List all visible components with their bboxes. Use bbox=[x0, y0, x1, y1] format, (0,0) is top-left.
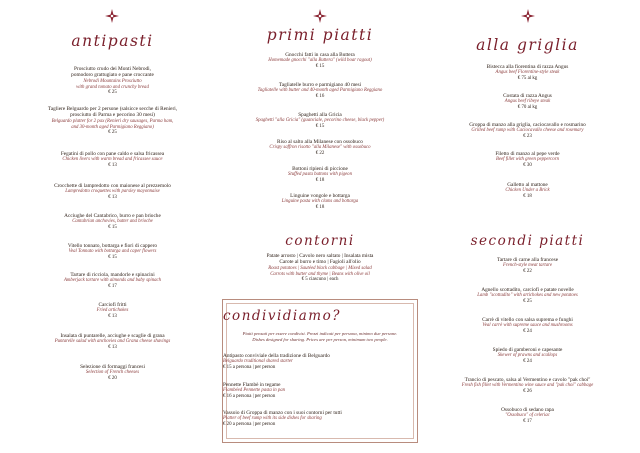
menu-item bbox=[223, 382, 417, 400]
dish-price: € 15 bbox=[108, 225, 117, 231]
dish-name-en: Veal carrè with supreme sauce and mushrooms bbox=[482, 323, 573, 329]
menu-item bbox=[217, 112, 423, 130]
dish-name-it: Ossobuco di sedano rapa bbox=[501, 407, 554, 413]
dish-price: € 13 bbox=[108, 163, 117, 169]
menu-item bbox=[223, 353, 417, 371]
dish-price: € 20 bbox=[108, 376, 117, 382]
dish-price: € 25 bbox=[523, 299, 532, 305]
dish-name-it: Gnocchi fatti in casa alla Buttera bbox=[285, 52, 355, 58]
dish-name-it: Spaghetti alla Gricia bbox=[298, 112, 342, 118]
sharing-note-en: Dishes designed for sharing. Prices are per person, minimum two people. bbox=[252, 337, 388, 342]
dish-price: € 26 bbox=[523, 389, 532, 395]
dish-name-it: Pennette Flambè in tegame bbox=[223, 382, 281, 388]
menu-item bbox=[10, 66, 215, 97]
dish-price: € 15 bbox=[315, 124, 325, 130]
dish-name-en: Tagliatelle with butter and 40-month aged Parmigiano Reggiano bbox=[257, 88, 383, 94]
dish-price: € 16 a persona | per person bbox=[223, 394, 276, 400]
menu-item bbox=[217, 139, 423, 157]
dish-name-it: Crocchette di lampredotto con maionese al prezzemolo bbox=[54, 183, 171, 189]
dish-name-en: Veal Tonnato with bottarga and caper flowers bbox=[68, 249, 157, 255]
dish-price: € 18 bbox=[315, 205, 325, 211]
dish-name-it: Trancio di pescato, salsa al Vermentino e cavolo "pak choi" bbox=[464, 377, 591, 383]
section-heading-griglia: alla griglia bbox=[476, 36, 579, 54]
dish-price: € 16 bbox=[315, 94, 325, 100]
menu-item bbox=[10, 243, 215, 261]
dish-name-it: Agnello scottadito, carciofi e patate novelle bbox=[481, 287, 574, 293]
dish-name-en: Skewer of prawns and scallops bbox=[497, 353, 558, 359]
contorni-price: € 5 ciascuno | each bbox=[301, 277, 339, 283]
dish-name-it: Tagliatelle burro e parmigiano 40 mesi bbox=[278, 82, 362, 88]
dish-name-it: Bistecca alla fiorentina di razza Angus bbox=[486, 64, 569, 70]
dish-name-it: Tartare di carne alla francese bbox=[496, 257, 559, 263]
dish-price: € 15 bbox=[315, 64, 325, 70]
menu-item bbox=[10, 333, 215, 351]
dish-name-it: Antipasto conviviale della tradizione di Belguardo bbox=[223, 353, 330, 359]
dish-name-it: Riso al salto alla Milanese con ossobuco bbox=[277, 139, 363, 145]
dish-name-en: Stuffed pasta buttons with pigeon bbox=[288, 172, 352, 178]
dish-name-it: Tagliere Belguardo per 2 persone (salsicce secche di Renieri, prosciutto di Parma e pecorino 30 mesi) bbox=[47, 106, 178, 119]
dish-price: € 25 bbox=[108, 130, 117, 136]
dish-name-it: Vitello tonnato, bottarga e fiori di cappero bbox=[67, 243, 158, 249]
section-heading-primi: primi piatti bbox=[266, 26, 374, 44]
dish-name-en: Chicken livers with warm bread and fricassee sauce bbox=[62, 157, 163, 163]
dish-price: € 24 bbox=[523, 359, 532, 365]
dish-name-it: Filetto di manzo al pepe verde bbox=[495, 151, 560, 157]
compass-rose-icon bbox=[313, 9, 327, 23]
dish-name-it: Spiedo di gamberoni e capesante bbox=[492, 347, 563, 353]
dish-name-en: Fried artichokes bbox=[96, 308, 129, 314]
menu-item bbox=[217, 166, 423, 184]
menu-item bbox=[10, 364, 215, 382]
menu-item bbox=[425, 64, 630, 82]
dish-price: € 15 bbox=[108, 255, 117, 261]
dish-price: € 25 bbox=[108, 90, 117, 96]
dish-name-en: Platter of beef rump with its side dishes for sharing bbox=[223, 416, 322, 422]
dish-name-it: Galletto al mattone bbox=[507, 182, 548, 188]
dish-name-en: Lampredotto croquettes with parsley mayonnaise bbox=[65, 189, 160, 195]
menu-item bbox=[425, 407, 630, 425]
dish-price: € 13 bbox=[108, 345, 117, 351]
menu-item bbox=[425, 182, 630, 200]
menu-item bbox=[223, 410, 417, 428]
dish-name-en: Flambéed Pennette pasta in pan bbox=[223, 388, 286, 394]
dish-price: € 15 a persona | per person bbox=[223, 365, 276, 371]
dish-name-en: Chicken Under a Brick bbox=[505, 188, 550, 194]
section-heading-secondi: secondi piatti bbox=[470, 233, 585, 249]
menu-item bbox=[425, 151, 630, 169]
menu-item bbox=[217, 52, 423, 70]
menu-item bbox=[425, 377, 630, 395]
dish-price: € 18 bbox=[523, 194, 532, 200]
dish-price: € 75 al kg bbox=[517, 76, 538, 82]
section-heading-contorni: contorni bbox=[285, 233, 355, 249]
dish-name-en: Beef fillet with green peppercorn bbox=[495, 157, 560, 163]
sharing-note-it: Piatti pensati per essere condivisi. Prezzi indicati per persona, minimo due persone. bbox=[242, 331, 398, 336]
menu-item bbox=[217, 193, 423, 211]
dish-price: € 24 bbox=[523, 329, 532, 335]
dish-name-it: Costata di razza Angus bbox=[503, 93, 552, 99]
dish-name-en: Selection of French cheeses bbox=[85, 370, 140, 376]
dish-name-it: Insalata di puntarelle, acciughe e scaglie di grana bbox=[60, 333, 165, 339]
section-heading-antipasti: antipasti bbox=[71, 32, 154, 50]
dish-name-en: Belguardo traditional shared starter bbox=[223, 359, 293, 365]
dish-name-en: Angus beef ribeye steak bbox=[504, 99, 551, 105]
dish-name-en: Fresh fish fillet with Vermentino wine sauce and "pak choi" cabbage bbox=[461, 383, 594, 389]
menu-item bbox=[425, 347, 630, 365]
dish-price: € 23 bbox=[523, 134, 532, 140]
dish-name-it: Vassoio di Groppa di manzo con i suoi contorni per tutti bbox=[223, 410, 342, 416]
menu-item bbox=[10, 213, 215, 231]
menu-item bbox=[425, 93, 630, 111]
menu-item bbox=[425, 287, 630, 305]
menu-item bbox=[10, 151, 215, 169]
contorni-list-en: Roast potatoes | Sautéed black cabbage | Mixed salad Carrots with butter and thyme | Beans with olive oil bbox=[268, 265, 372, 277]
contorni-item bbox=[217, 253, 423, 284]
dish-name-en: Belguardo platter for 2 pax (Renieri dry sausages, Parma ham, and 30-month aged Parmigiano Reggiano) bbox=[51, 118, 174, 130]
dish-name-en: Angus beef Florentine-style steak bbox=[495, 70, 560, 76]
dish-name-it: Tartare di ricciola, mandorle e spinacini bbox=[70, 272, 155, 278]
contorni-list-it: Patate arrosto | Cavolo nero saltato | Insalata mista Carote al burro e timo | Fagioli all'olio bbox=[266, 253, 374, 266]
sharing-box bbox=[222, 299, 418, 443]
dish-price: € 20 a persona | per person bbox=[223, 422, 276, 428]
dish-name-it: Bottoni ripieni di piccione bbox=[292, 166, 348, 172]
dish-price: € 17 bbox=[108, 284, 117, 290]
dish-name-en: Crispy saffron risotto "alla Milanese" with ossobuco bbox=[269, 145, 371, 151]
dish-price: € 13 bbox=[108, 195, 117, 201]
dish-price: € 18 bbox=[315, 178, 325, 184]
dish-name-it: Selezione di formaggi francesi bbox=[80, 364, 145, 370]
menu-item bbox=[217, 82, 423, 100]
dish-name-en: Puntarelle salad with anchovies and Grana cheese shavings bbox=[54, 339, 171, 345]
dish-name-en: Amberjack tartare with almonds and baby spinach bbox=[63, 278, 162, 284]
dish-price: € 22 bbox=[315, 151, 325, 157]
dish-price: € 17 bbox=[523, 419, 532, 425]
menu-item bbox=[425, 122, 630, 140]
dish-name-en: Homemade gnocchi "alla Buttera" (wild boar ragout) bbox=[268, 58, 372, 64]
dish-name-it: Acciughe del Cantabrico, burro e pan brioche bbox=[64, 213, 161, 219]
dish-price: € 13 bbox=[108, 314, 117, 320]
dish-name-it: Prosciutto crudo dei Monti Nebrodi, pomodoro grattugiato e pane croccante bbox=[71, 66, 154, 79]
dish-name-it: Linguine vongole e bottarga bbox=[290, 193, 350, 199]
menu-item bbox=[10, 302, 215, 320]
dish-name-en: Lamb "scottadito" with artichokes and new potatoes bbox=[477, 293, 578, 299]
menu-item bbox=[10, 183, 215, 201]
dish-name-en: Spaghetti "alla Gricia" (guanciale, pecorino cheese, black pepper) bbox=[255, 118, 385, 124]
dish-name-en: Grilled beef rump with Caciocavallo cheese and rosemary bbox=[471, 128, 584, 134]
section-heading-condividiamo: condividiamo? bbox=[223, 308, 341, 324]
compass-rose-icon bbox=[521, 9, 535, 23]
dish-name-it: Carrè di vitello con salsa suprema e funghi bbox=[482, 317, 573, 323]
menu-item bbox=[10, 272, 215, 290]
menu-item bbox=[425, 317, 630, 335]
menu-item bbox=[10, 106, 215, 137]
dish-name-it: Groppa di manzo alla griglia, caciocavallo e rosmarino bbox=[469, 122, 586, 128]
compass-rose-icon bbox=[105, 9, 119, 23]
dish-name-en: French-style meat tartare bbox=[503, 263, 552, 269]
dish-name-en: "Ossobuco" of celeriac bbox=[505, 413, 550, 419]
menu-item bbox=[425, 257, 630, 275]
dish-name-en: Linguine pasta with clams and bottarga bbox=[281, 199, 359, 205]
dish-name-it: Fegatini di pollo con pane caldo e salsa fricassea bbox=[60, 151, 165, 157]
dish-price: € 70 al kg bbox=[517, 105, 538, 111]
dish-name-en: Cantabrian anchovies, butter and brioche bbox=[72, 219, 153, 225]
dish-name-en: Nebrodi Mountains Prosciutto with grand tomato and crunchy bread bbox=[76, 78, 149, 90]
dish-price: € 30 bbox=[523, 163, 532, 169]
dish-price: € 22 bbox=[523, 269, 532, 275]
dish-name-it: Carciofi fritti bbox=[98, 302, 127, 308]
